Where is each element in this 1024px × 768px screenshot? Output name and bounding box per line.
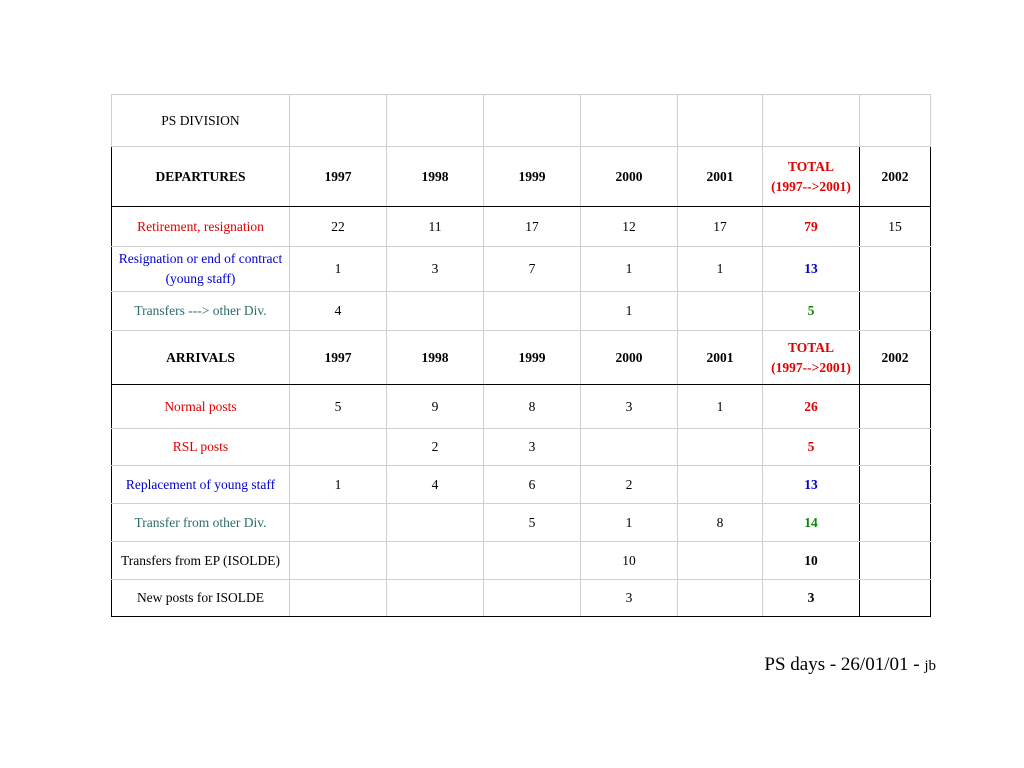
cell: 7	[484, 247, 581, 292]
col-1997: 1997	[290, 147, 387, 207]
cell: 1	[581, 504, 678, 542]
cell	[860, 466, 931, 504]
cell	[860, 429, 931, 466]
cell: 11	[387, 207, 484, 247]
total-cell: 79	[763, 207, 860, 247]
arrivals-heading: ARRIVALS	[112, 331, 290, 385]
col-1998: 1998	[387, 147, 484, 207]
cell	[290, 429, 387, 466]
col-2002: 2002	[860, 147, 931, 207]
cell: 4	[290, 292, 387, 331]
cell	[484, 292, 581, 331]
cell: 1	[581, 247, 678, 292]
table-row	[112, 429, 931, 466]
total-cell: 5	[763, 292, 860, 331]
cell	[678, 429, 763, 466]
cell: 6	[484, 466, 581, 504]
row-label: Replacement of young staff	[112, 466, 290, 504]
total-cell: 10	[763, 542, 860, 580]
row-label: Transfer from other Div.	[112, 504, 290, 542]
cell: 1	[678, 247, 763, 292]
col-1998: 1998	[387, 331, 484, 385]
col-2000: 2000	[581, 147, 678, 207]
col-2002: 2002	[860, 331, 931, 385]
cell: 5	[290, 385, 387, 429]
arrivals-header-row	[112, 331, 931, 385]
cell	[678, 466, 763, 504]
cell	[387, 580, 484, 617]
cell: 17	[484, 207, 581, 247]
ps-division-table	[111, 94, 931, 617]
cell: 9	[387, 385, 484, 429]
footer-text: PS days - 26/01/01 -	[764, 654, 920, 675]
row-label: Resignation or end of contract (young staff)	[112, 247, 290, 292]
row-label: Transfers from EP (ISOLDE)	[112, 542, 290, 580]
table-row	[112, 207, 931, 247]
cell	[860, 385, 931, 429]
row-label: New posts for ISOLDE	[112, 580, 290, 617]
cell: 3	[581, 580, 678, 617]
cell: 22	[290, 207, 387, 247]
cell: 1	[290, 466, 387, 504]
cell: 1	[581, 292, 678, 331]
table-row	[112, 504, 931, 542]
table-title: PS DIVISION	[112, 95, 290, 147]
col-1997: 1997	[290, 331, 387, 385]
cell	[290, 504, 387, 542]
table-row	[112, 466, 931, 504]
cell: 12	[581, 207, 678, 247]
col-2001: 2001	[678, 147, 763, 207]
table-row	[112, 580, 931, 617]
cell: 8	[484, 385, 581, 429]
cell: 8	[678, 504, 763, 542]
departures-header-row	[112, 147, 931, 207]
cell: 15	[860, 207, 931, 247]
departures-heading: DEPARTURES	[112, 147, 290, 207]
cell	[860, 542, 931, 580]
col-1999: 1999	[484, 331, 581, 385]
footer-initials: jb	[924, 658, 936, 674]
cell	[290, 580, 387, 617]
cell	[860, 292, 931, 331]
cell	[860, 580, 931, 617]
cell	[860, 247, 931, 292]
total-cell: 13	[763, 247, 860, 292]
table-row	[112, 542, 931, 580]
cell: 1	[678, 385, 763, 429]
cell	[678, 542, 763, 580]
cell	[484, 542, 581, 580]
cell: 3	[581, 385, 678, 429]
title-row	[112, 95, 931, 147]
cell	[387, 504, 484, 542]
cell: 3	[387, 247, 484, 292]
cell	[678, 580, 763, 617]
cell	[678, 292, 763, 331]
table-row	[112, 385, 931, 429]
col-1999: 1999	[484, 147, 581, 207]
col-total: TOTAL (1997-->2001)	[763, 331, 860, 385]
cell: 1	[290, 247, 387, 292]
cell	[581, 429, 678, 466]
total-cell: 26	[763, 385, 860, 429]
col-2001: 2001	[678, 331, 763, 385]
cell: 10	[581, 542, 678, 580]
cell: 2	[581, 466, 678, 504]
footer-caption	[764, 654, 936, 676]
row-label: RSL posts	[112, 429, 290, 466]
cell: 5	[484, 504, 581, 542]
cell: 4	[387, 466, 484, 504]
total-cell: 14	[763, 504, 860, 542]
cell	[387, 542, 484, 580]
cell: 2	[387, 429, 484, 466]
total-cell: 3	[763, 580, 860, 617]
col-total: TOTAL (1997-->2001)	[763, 147, 860, 207]
cell	[290, 542, 387, 580]
row-label: Transfers ---> other Div.	[112, 292, 290, 331]
cell	[484, 580, 581, 617]
cell	[860, 504, 931, 542]
table-row	[112, 247, 931, 292]
row-label: Retirement, resignation	[112, 207, 290, 247]
total-cell: 5	[763, 429, 860, 466]
table-row	[112, 292, 931, 331]
total-cell: 13	[763, 466, 860, 504]
cell: 3	[484, 429, 581, 466]
row-label: Normal posts	[112, 385, 290, 429]
col-2000: 2000	[581, 331, 678, 385]
cell	[387, 292, 484, 331]
cell: 17	[678, 207, 763, 247]
